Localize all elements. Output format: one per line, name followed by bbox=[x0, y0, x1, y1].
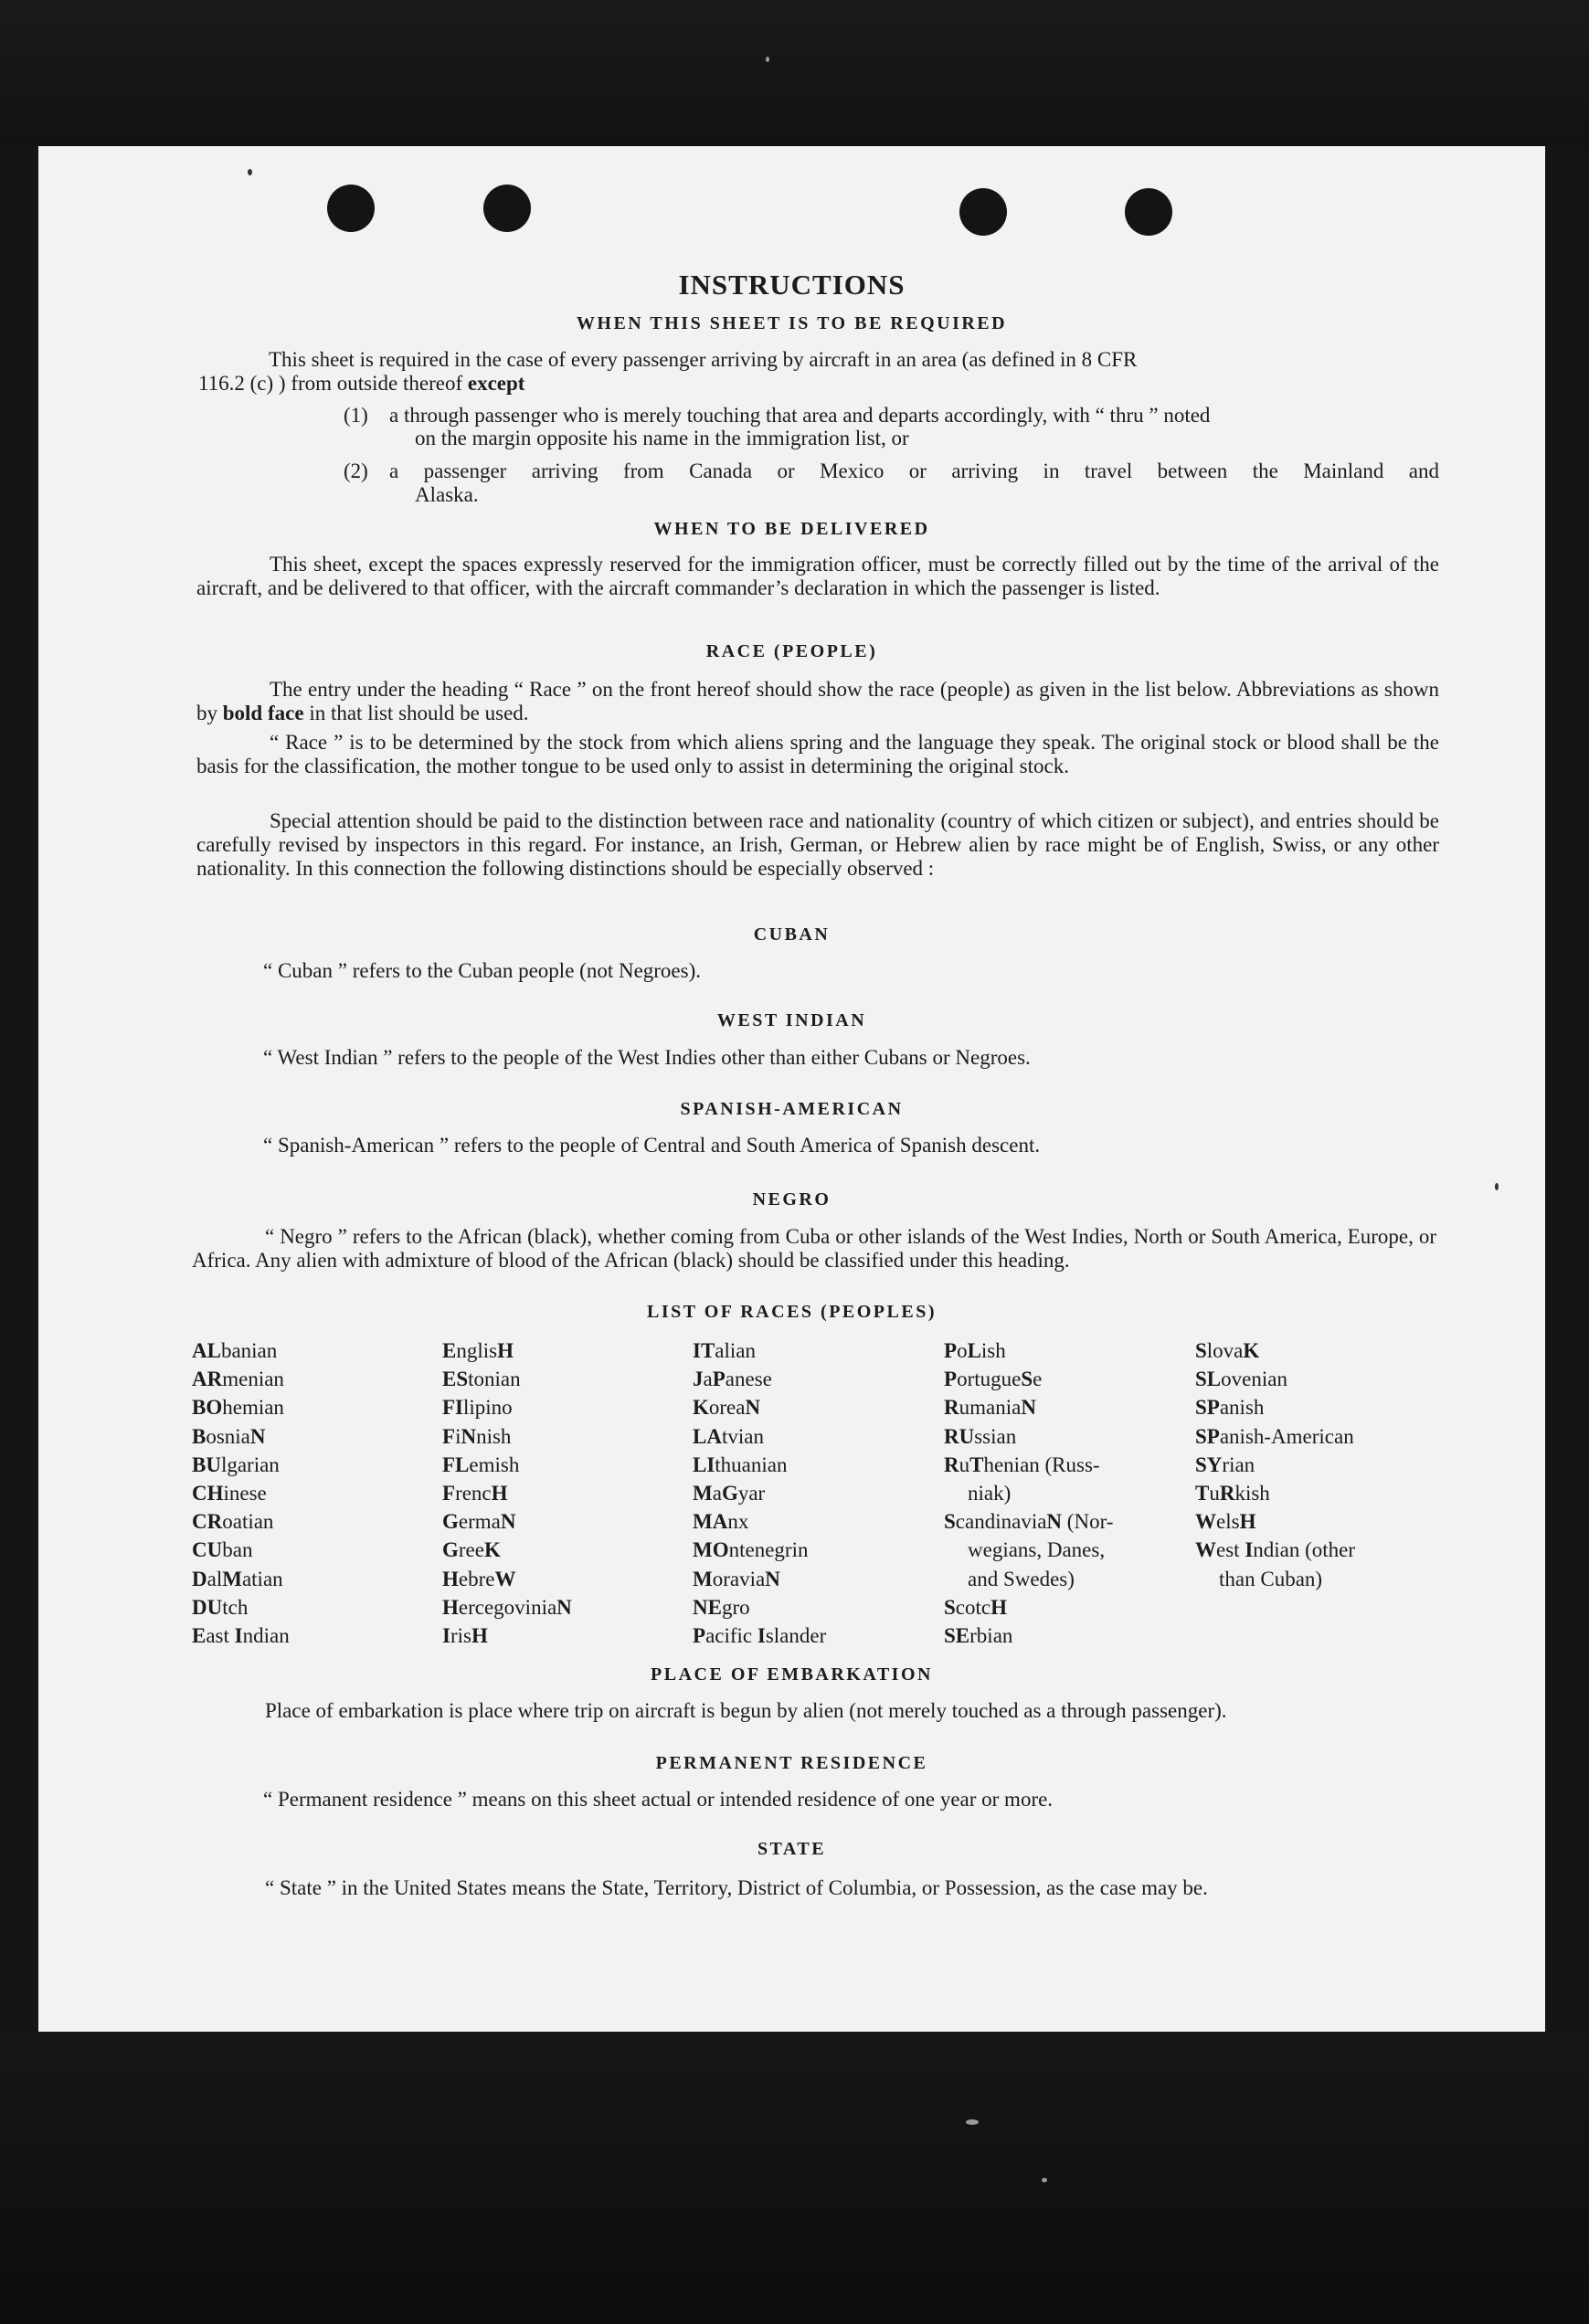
race-name-text: ebre bbox=[458, 1567, 495, 1590]
race-abbreviation: SP bbox=[1195, 1396, 1220, 1420]
heading-west-indian: WEST INDIAN bbox=[716, 1010, 867, 1030]
race-name-text: kish bbox=[1234, 1482, 1270, 1505]
race-name-text: banian bbox=[220, 1339, 278, 1362]
race-list-item bbox=[442, 1422, 680, 1451]
race-abbreviation: CR bbox=[192, 1510, 223, 1534]
race-p1-text-c: in that list should be used. bbox=[303, 702, 529, 724]
race-name-text: i bbox=[455, 1424, 461, 1448]
race-list-item bbox=[442, 1365, 680, 1393]
race-list-item bbox=[192, 1393, 429, 1421]
item2-number: (2) bbox=[344, 460, 368, 482]
race-abbreviation: LI bbox=[693, 1452, 715, 1476]
race-abbreviation: S bbox=[1195, 1339, 1207, 1362]
race-paragraph-2: “ Race ” is to be determined by the stock from which aliens spring and the language they speak. The original stock or blood shall be the basis for the classification, the mother tongue to be used only to assist in determining the original stock. bbox=[196, 731, 1439, 777]
heading-state: STATE bbox=[757, 1839, 827, 1859]
race-abbreviation: SL bbox=[1195, 1368, 1222, 1391]
race-list-item bbox=[693, 1393, 930, 1421]
race-abbreviation: E bbox=[442, 1339, 457, 1362]
race-list-item bbox=[944, 1451, 1176, 1479]
race-abbreviation: MA bbox=[693, 1510, 728, 1534]
race-list-item: than Cuban) bbox=[1219, 1567, 1323, 1590]
race-name-text: orea bbox=[708, 1396, 746, 1420]
race-list-item bbox=[693, 1365, 930, 1393]
race-name-text: ovenian bbox=[1221, 1368, 1287, 1391]
race-abbreviation: LA bbox=[693, 1424, 722, 1448]
race-name-text: ree bbox=[458, 1538, 484, 1562]
race-name-text: ortugue bbox=[957, 1368, 1022, 1391]
item1-line1: a through passenger who is merely touching that area and departs accordingly, with “ thru ” noted bbox=[389, 404, 1211, 427]
race-name-text: thuanian bbox=[715, 1452, 788, 1476]
race-list-item bbox=[192, 1365, 429, 1393]
spanish-american-text: “ Spanish-American ” refers to the people of Central and South America of Spanish descent. bbox=[263, 1134, 1041, 1157]
race-name-text: tonian bbox=[468, 1368, 521, 1391]
required-intro-line1: This sheet is required in the case of every passenger arriving by aircraft in an area (as defined in 8 CFR bbox=[269, 348, 1138, 371]
race-abbreviation: P bbox=[944, 1368, 958, 1391]
race-name-text: ndian (other bbox=[1253, 1538, 1356, 1562]
race-name-text: rbian bbox=[969, 1624, 1013, 1648]
race-abbreviation: J bbox=[693, 1368, 704, 1391]
race-abbreviation: NE bbox=[693, 1595, 722, 1619]
race-name-text: menian bbox=[222, 1368, 284, 1391]
race-abbreviation: F bbox=[442, 1482, 456, 1505]
race-abbreviation: CH bbox=[192, 1482, 224, 1505]
race-list-item bbox=[693, 1622, 930, 1650]
race-list-item bbox=[693, 1593, 930, 1622]
race-abbreviation: N bbox=[556, 1595, 572, 1619]
race-list-item bbox=[1195, 1336, 1442, 1365]
race-list-item bbox=[693, 1565, 930, 1593]
race-name-text: (Nor- bbox=[1062, 1510, 1114, 1534]
race-name-text: lipino bbox=[463, 1396, 513, 1420]
race-name-text: rian bbox=[1222, 1452, 1255, 1476]
race-name-text: tvian bbox=[721, 1424, 764, 1448]
race-abbreviation: IT bbox=[693, 1339, 715, 1362]
race-list-item: wegians, Danes, bbox=[968, 1538, 1106, 1562]
race-abbreviation: I bbox=[757, 1624, 766, 1648]
race-list-item bbox=[944, 1336, 1176, 1365]
heading-when-delivered: WHEN TO BE DELIVERED bbox=[653, 519, 930, 539]
permanent-residence-text: “ Permanent residence ” means on this sheet actual or intended residence of one year or more. bbox=[263, 1788, 1054, 1811]
race-list-item bbox=[192, 1451, 429, 1479]
races-column-1 bbox=[192, 1336, 429, 1650]
race-abbreviation: M bbox=[222, 1567, 242, 1590]
race-abbreviation: SP bbox=[1195, 1424, 1220, 1448]
heading-negro: NEGRO bbox=[752, 1189, 832, 1210]
race-name-text: lgarian bbox=[220, 1452, 280, 1476]
race-name-text: oatian bbox=[222, 1510, 274, 1534]
required-intro-line2 bbox=[198, 372, 1386, 396]
race-name-text: alian bbox=[715, 1339, 756, 1362]
dust-speck bbox=[1042, 2178, 1047, 2182]
race-name-text: els bbox=[1216, 1510, 1240, 1534]
race-list-item bbox=[192, 1622, 429, 1650]
race-name-text: ast bbox=[206, 1624, 235, 1648]
race-abbreviation: SY bbox=[1195, 1452, 1223, 1476]
race-abbreviation: M bbox=[693, 1567, 713, 1590]
race-name-text: tch bbox=[222, 1595, 249, 1619]
race-name-text: ris bbox=[450, 1624, 471, 1648]
heading-spanish-american: SPANISH-AMERICAN bbox=[680, 1099, 904, 1119]
page-title: INSTRUCTIONS bbox=[678, 269, 906, 301]
race-name-text: lova bbox=[1206, 1339, 1244, 1362]
race-abbreviation: B bbox=[192, 1424, 207, 1448]
state-paragraph: “ State ” in the United States means the State, Territory, District of Columbia, or Possession, as the case may be. bbox=[265, 1876, 1208, 1899]
race-name-text: ntenegrin bbox=[728, 1538, 809, 1562]
race-list-item bbox=[1195, 1393, 1442, 1421]
race-list-item bbox=[192, 1565, 429, 1593]
embarkation-paragraph: Place of embarkation is place where trip on aircraft is begun by alien (not merely touched as a through passenger). bbox=[265, 1699, 1227, 1722]
race-list-item bbox=[693, 1479, 930, 1507]
race-abbreviation: P bbox=[712, 1368, 726, 1391]
race-p1-bold-face: bold face bbox=[222, 702, 304, 724]
race-list-item bbox=[442, 1479, 680, 1507]
race-abbreviation: H bbox=[491, 1482, 508, 1505]
race-abbreviation: BU bbox=[192, 1452, 221, 1476]
race-abbreviation: W bbox=[1195, 1510, 1216, 1534]
race-name-text: est bbox=[1216, 1538, 1245, 1562]
race-list-item bbox=[442, 1393, 680, 1421]
race-abbreviation: T bbox=[969, 1452, 984, 1476]
race-abbreviation: H bbox=[990, 1595, 1007, 1619]
race-list-item bbox=[442, 1622, 680, 1650]
race-abbreviation: W bbox=[494, 1567, 516, 1590]
race-paragraph-3: Special attention should be paid to the distinction between race and nationality (country of which citizen or subject), and entries should be carefully revised by inspectors in this regard. For instance, an Irish, German, or Hebrew alien by race might be of English, Swiss, or any other nationality. In this connection the following distinctions should be especially observed : bbox=[196, 809, 1439, 880]
race-abbreviation: H bbox=[442, 1567, 459, 1590]
dust-speck bbox=[966, 2119, 979, 2125]
race-abbreviation: S bbox=[944, 1510, 956, 1534]
race-abbreviation: K bbox=[1243, 1339, 1260, 1362]
race-list-item bbox=[192, 1422, 429, 1451]
race-abbreviation: DU bbox=[192, 1595, 223, 1619]
race-abbreviation: G bbox=[721, 1482, 738, 1505]
race-abbreviation: K bbox=[483, 1538, 501, 1562]
race-name-text: oravia bbox=[712, 1567, 766, 1590]
race-name-text: slander bbox=[765, 1624, 827, 1648]
scan-background-bottom bbox=[0, 2033, 1589, 2324]
race-list-item bbox=[693, 1507, 930, 1536]
item2-line2: Alaska. bbox=[415, 483, 479, 506]
race-abbreviation: N bbox=[249, 1424, 266, 1448]
race-name-text: a bbox=[703, 1368, 713, 1391]
heading-place-of-embarkation: PLACE OF EMBARKATION bbox=[651, 1664, 933, 1685]
race-list-item bbox=[944, 1365, 1176, 1393]
race-abbreviation: H bbox=[442, 1595, 459, 1619]
race-abbreviation: R bbox=[944, 1396, 959, 1420]
race-name-text: anese bbox=[725, 1368, 772, 1391]
cuban-text: “ Cuban ” refers to the Cuban people (not Negroes). bbox=[263, 959, 702, 982]
document-body bbox=[38, 146, 1545, 2032]
race-abbreviation: S bbox=[1021, 1368, 1033, 1391]
race-abbreviation: D bbox=[192, 1567, 207, 1590]
race-list-item bbox=[693, 1536, 930, 1564]
race-list-item: niak) bbox=[968, 1482, 1012, 1505]
race-list-item bbox=[442, 1565, 680, 1593]
race-name-text: acific bbox=[705, 1624, 757, 1648]
race-name-text: ndian bbox=[242, 1624, 290, 1648]
race-abbreviation: AL bbox=[192, 1339, 221, 1362]
race-name-text: ercegovinia bbox=[458, 1595, 557, 1619]
race-name-text: umania bbox=[959, 1396, 1022, 1420]
race-abbreviation: H bbox=[1239, 1510, 1256, 1534]
race-list-item bbox=[192, 1507, 429, 1536]
race-abbreviation: G bbox=[442, 1538, 459, 1562]
race-list-item bbox=[1195, 1422, 1442, 1451]
races-column-5 bbox=[1195, 1336, 1442, 1593]
race-abbreviation: MO bbox=[693, 1538, 729, 1562]
race-list-item: and Swedes) bbox=[968, 1567, 1075, 1590]
race-list-item bbox=[944, 1593, 1176, 1622]
race-list-item bbox=[442, 1336, 680, 1365]
race-name-text: emish bbox=[469, 1452, 520, 1476]
race-name-text: inese bbox=[223, 1482, 267, 1505]
race-name-text: ish bbox=[980, 1339, 1006, 1362]
race-abbreviation: P bbox=[944, 1339, 958, 1362]
race-list-item bbox=[693, 1451, 930, 1479]
instruction-sheet bbox=[38, 146, 1545, 2032]
west-indian-text: “ West Indian ” refers to the people of the West Indies other than either Cubans or Negroes. bbox=[263, 1046, 1031, 1069]
required-intro-text: 116.2 (c) ) from outside thereof bbox=[198, 372, 468, 395]
race-name-text: osnia bbox=[206, 1424, 250, 1448]
race-abbreviation: BO bbox=[192, 1396, 223, 1420]
race-name-text: e bbox=[1033, 1368, 1043, 1391]
race-name-text: ban bbox=[222, 1538, 253, 1562]
race-list-item bbox=[1195, 1451, 1442, 1479]
race-list-item bbox=[442, 1451, 680, 1479]
race-abbreviation: K bbox=[693, 1396, 709, 1420]
race-abbreviation: M bbox=[693, 1482, 713, 1505]
race-name-text: anish-American bbox=[1219, 1424, 1354, 1448]
race-p1-text-a: The entry under the heading “ Race ” on the front hereof should show the race (people) as given in the list below. Abbreviations as shown by bbox=[196, 678, 1439, 724]
race-abbreviation: L bbox=[967, 1339, 981, 1362]
race-abbreviation: ES bbox=[442, 1368, 469, 1391]
race-list-item bbox=[192, 1593, 429, 1622]
race-abbreviation: S bbox=[944, 1595, 956, 1619]
race-name-text: cotc bbox=[955, 1595, 991, 1619]
race-abbreviation: N bbox=[1046, 1510, 1063, 1534]
race-abbreviation: I bbox=[234, 1624, 243, 1648]
heading-race-people: RACE (PEOPLE) bbox=[705, 641, 878, 661]
race-list-item bbox=[944, 1393, 1176, 1421]
item1-line2: on the margin opposite his name in the immigration list, or bbox=[415, 427, 909, 449]
required-intro-except: except bbox=[467, 372, 525, 395]
race-abbreviation: F bbox=[442, 1424, 456, 1448]
race-name-text: renc bbox=[455, 1482, 492, 1505]
race-name-text: al bbox=[207, 1567, 223, 1590]
race-abbreviation: N bbox=[1021, 1396, 1036, 1420]
race-list-item bbox=[192, 1479, 429, 1507]
heading-cuban: CUBAN bbox=[753, 924, 831, 945]
race-list-item bbox=[442, 1536, 680, 1564]
race-list-item bbox=[1195, 1507, 1442, 1536]
heading-list-of-races: LIST OF RACES (PEOPLES) bbox=[646, 1302, 937, 1322]
race-abbreviation: E bbox=[192, 1624, 207, 1648]
race-name-text: ssian bbox=[974, 1424, 1017, 1448]
race-name-text: candinavia bbox=[955, 1510, 1047, 1534]
race-abbreviation: R bbox=[1219, 1482, 1235, 1505]
race-name-text: henian (Russ- bbox=[983, 1452, 1100, 1476]
race-abbreviation: P bbox=[693, 1624, 706, 1648]
race-abbreviation: H bbox=[497, 1339, 514, 1362]
races-column-2 bbox=[442, 1336, 680, 1650]
race-name-text: atian bbox=[241, 1567, 283, 1590]
race-list-item bbox=[442, 1593, 680, 1622]
race-list-item bbox=[1195, 1536, 1442, 1564]
item2-line1: a passenger arriving from Canada or Mexico or arriving in travel between the Mainland and bbox=[389, 460, 1439, 482]
race-paragraph-1 bbox=[196, 678, 1439, 725]
race-abbreviation: T bbox=[1195, 1482, 1210, 1505]
race-abbreviation: H bbox=[471, 1624, 488, 1648]
races-column-3 bbox=[693, 1336, 930, 1650]
race-name-text: nx bbox=[727, 1510, 749, 1534]
race-name-text: nglis bbox=[456, 1339, 498, 1362]
race-list-item bbox=[192, 1336, 429, 1365]
race-name-text: nish bbox=[476, 1424, 512, 1448]
race-name-text: erma bbox=[458, 1510, 501, 1534]
race-abbreviation: I bbox=[442, 1624, 450, 1648]
race-abbreviation: R bbox=[944, 1452, 959, 1476]
negro-paragraph: “ Negro ” refers to the African (black), whether coming from Cuba or other islands of the West Indies, North or South America, Europe, or Africa. Any alien with admixture of blood of the African (black) should be classified under this heading. bbox=[192, 1225, 1436, 1272]
race-name-text: u bbox=[1209, 1482, 1220, 1505]
race-name-text: u bbox=[959, 1452, 970, 1476]
race-name-text: o bbox=[957, 1339, 968, 1362]
race-name-text: gro bbox=[721, 1595, 750, 1619]
race-list-item bbox=[693, 1422, 930, 1451]
race-abbreviation: N bbox=[745, 1396, 761, 1420]
races-column-4 bbox=[944, 1336, 1176, 1650]
race-name-text: anish bbox=[1219, 1396, 1265, 1420]
item1-number: (1) bbox=[344, 404, 368, 427]
race-name-text: hemian bbox=[222, 1396, 284, 1420]
race-list-item bbox=[693, 1336, 930, 1365]
race-list-item bbox=[192, 1536, 429, 1564]
race-abbreviation: CU bbox=[192, 1538, 223, 1562]
race-abbreviation: FI bbox=[442, 1396, 463, 1420]
race-abbreviation: AR bbox=[192, 1368, 223, 1391]
race-list-item bbox=[944, 1622, 1176, 1650]
race-list-item bbox=[944, 1422, 1176, 1451]
race-list-item bbox=[1195, 1365, 1442, 1393]
race-name-text: a bbox=[712, 1482, 722, 1505]
race-abbreviation: G bbox=[442, 1510, 459, 1534]
race-list-item bbox=[442, 1507, 680, 1536]
race-list-item bbox=[1195, 1479, 1442, 1507]
race-abbreviation: I bbox=[1245, 1538, 1254, 1562]
dust-speck bbox=[766, 57, 769, 62]
delivered-paragraph: This sheet, except the spaces expressly reserved for the immigration officer, must be correctly filled out by the time of the arrival of the aircraft, and be delivered to that officer, with the aircraft commander’s declaration in which the passenger is listed. bbox=[196, 553, 1439, 599]
race-abbreviation: FL bbox=[442, 1452, 470, 1476]
race-abbreviation: RU bbox=[944, 1424, 975, 1448]
heading-when-required: WHEN THIS SHEET IS TO BE REQUIRED bbox=[576, 313, 1008, 333]
race-abbreviation: N bbox=[765, 1567, 780, 1590]
race-abbreviation: W bbox=[1195, 1538, 1216, 1562]
scan-background-top bbox=[0, 0, 1589, 146]
heading-permanent-residence: PERMANENT RESIDENCE bbox=[655, 1753, 928, 1773]
race-list-item bbox=[944, 1507, 1176, 1536]
race-abbreviation: N bbox=[461, 1424, 477, 1448]
race-abbreviation: SE bbox=[944, 1624, 970, 1648]
race-name-text: yar bbox=[737, 1482, 766, 1505]
race-abbreviation: N bbox=[500, 1510, 516, 1534]
